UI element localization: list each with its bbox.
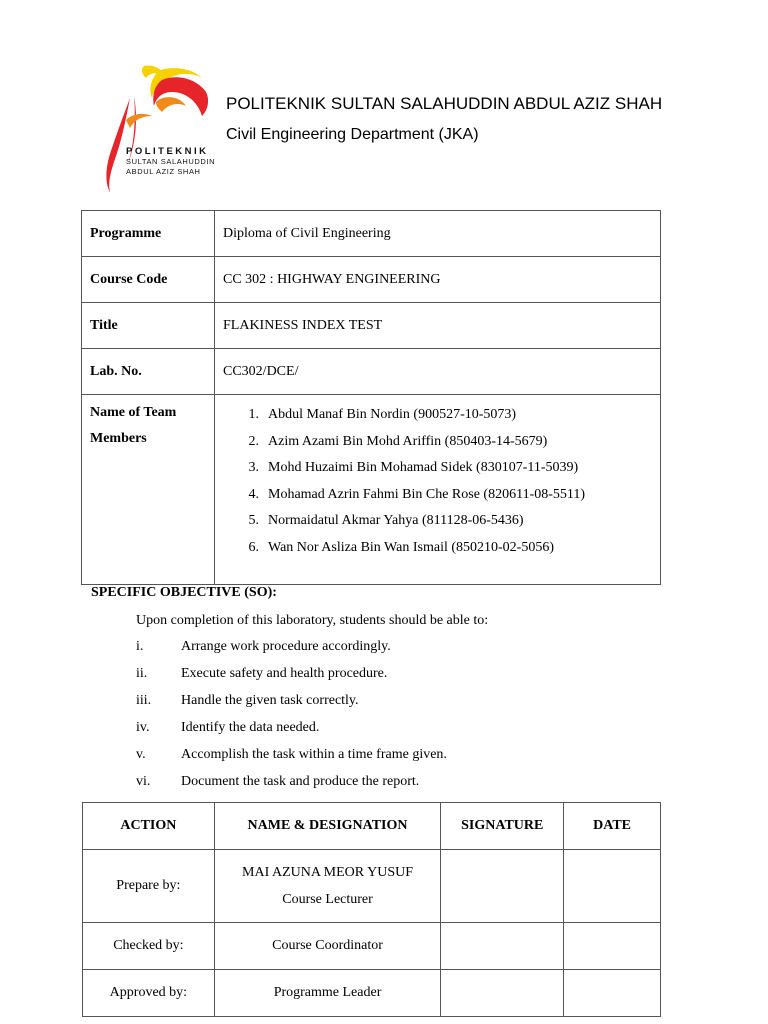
table-row: [83, 923, 661, 970]
objective-text: Identify the data needed.: [181, 720, 320, 735]
header-signature: SIGNATURE: [441, 803, 564, 850]
team-members-label: [82, 395, 215, 585]
lab-no-value: CC302/DCE/: [215, 349, 661, 395]
logo-line-3: ABDUL AZIZ SHAH: [126, 167, 201, 176]
member-name: Mohamad Azrin Fahmi Bin Che Rose (820611-08-5511): [268, 486, 586, 502]
table-row: [82, 395, 661, 585]
institution-name: POLITEKNIK SULTAN SALAHUDDIN ABDUL AZIZ SHAH: [226, 94, 663, 113]
title-value: FLAKINESS INDEX TEST: [215, 303, 661, 349]
name-designation-cell: [214, 850, 441, 923]
table-header-row: [83, 803, 661, 850]
objective-text: Accomplish the task within a time frame given.: [181, 747, 447, 762]
member-name: Azim Azami Bin Mohd Ariffin (850403-14-5679): [268, 433, 548, 449]
programme-value: Diploma of Civil Engineering: [215, 211, 661, 257]
objective-number: i.: [136, 639, 144, 654]
action-cell: Approved by:: [83, 970, 215, 1017]
list-item: [223, 537, 652, 564]
objective-text: Handle the given task correctly.: [181, 693, 359, 708]
department-name: Civil Engineering Department (JKA): [226, 126, 479, 143]
table-row: [82, 349, 661, 395]
member-name: Wan Nor Asliza Bin Wan Ismail (850210-02-5056): [268, 539, 554, 555]
course-code-value: CC 302 : HIGHWAY ENGINEERING: [215, 257, 661, 303]
list-item: [223, 431, 652, 458]
table-row: [83, 970, 661, 1017]
objectives-heading: SPECIFIC OBJECTIVE (SO):: [91, 585, 277, 600]
objective-text: Document the task and produce the report.: [181, 774, 420, 789]
table-row: [83, 850, 661, 923]
table-row: [82, 211, 661, 257]
objective-number: v.: [136, 747, 146, 762]
preparer-designation: Course Lecturer: [282, 892, 373, 907]
list-item: [223, 484, 652, 511]
member-number: 1.: [248, 407, 259, 422]
programme-label: Programme: [82, 211, 215, 257]
member-name: Normaidatul Akmar Yahya (811128-06-5436): [268, 513, 524, 529]
team-members-label-line1: Name of Team: [90, 405, 177, 420]
team-member-list: [223, 404, 652, 564]
team-members-value: [215, 395, 661, 585]
document-header: [226, 92, 662, 146]
team-members-label-line2: Members: [90, 431, 147, 446]
action-cell: Prepare by:: [83, 850, 215, 923]
member-number: 5.: [248, 513, 259, 529]
table-row: [82, 303, 661, 349]
member-number: 4.: [248, 486, 259, 502]
objective-number: iii.: [136, 693, 152, 708]
objective-text: Execute safety and health procedure.: [181, 666, 388, 681]
name-designation-cell: Programme Leader: [214, 970, 441, 1017]
list-item: [223, 510, 652, 537]
date-cell: [564, 923, 661, 970]
title-label: Title: [82, 303, 215, 349]
objective-text: Arrange work procedure accordingly.: [181, 639, 391, 654]
member-number: 6.: [248, 539, 259, 555]
name-designation-cell: Course Coordinator: [214, 923, 441, 970]
signature-cell: [441, 850, 564, 923]
list-item: [223, 457, 652, 484]
signature-cell: [441, 923, 564, 970]
signature-cell: [441, 970, 564, 1017]
objective-number: ii.: [136, 666, 148, 681]
date-cell: [564, 970, 661, 1017]
approval-table: [82, 802, 661, 1017]
objective-number: iv.: [136, 720, 150, 735]
list-item: [223, 404, 652, 431]
lab-no-label: Lab. No.: [82, 349, 215, 395]
preparer-name: MAI AZUNA MEOR YUSUF: [242, 865, 414, 880]
logo-line-2: SULTAN SALAHUDDIN: [126, 157, 216, 166]
lab-info-table: [81, 210, 661, 585]
member-name: Mohd Huzaimi Bin Mohamad Sidek (830107-11-5039): [268, 460, 579, 476]
logo-line-1: POLITEKNIK: [126, 146, 209, 157]
header-date: DATE: [564, 803, 661, 850]
header-name-designation: NAME & DESIGNATION: [214, 803, 441, 850]
member-number: 3.: [248, 460, 259, 476]
course-code-label: Course Code: [82, 257, 215, 303]
table-row: [82, 257, 661, 303]
date-cell: [564, 850, 661, 923]
member-number: 2.: [248, 433, 259, 449]
objectives-intro: Upon completion of this laboratory, students should be able to:: [136, 613, 489, 628]
objective-number: vi.: [136, 774, 151, 789]
member-name: Abdul Manaf Bin Nordin (900527-10-5073): [268, 407, 517, 422]
logo-wordmark: [126, 147, 215, 177]
action-cell: Checked by:: [83, 923, 215, 970]
header-action: ACTION: [83, 803, 215, 850]
